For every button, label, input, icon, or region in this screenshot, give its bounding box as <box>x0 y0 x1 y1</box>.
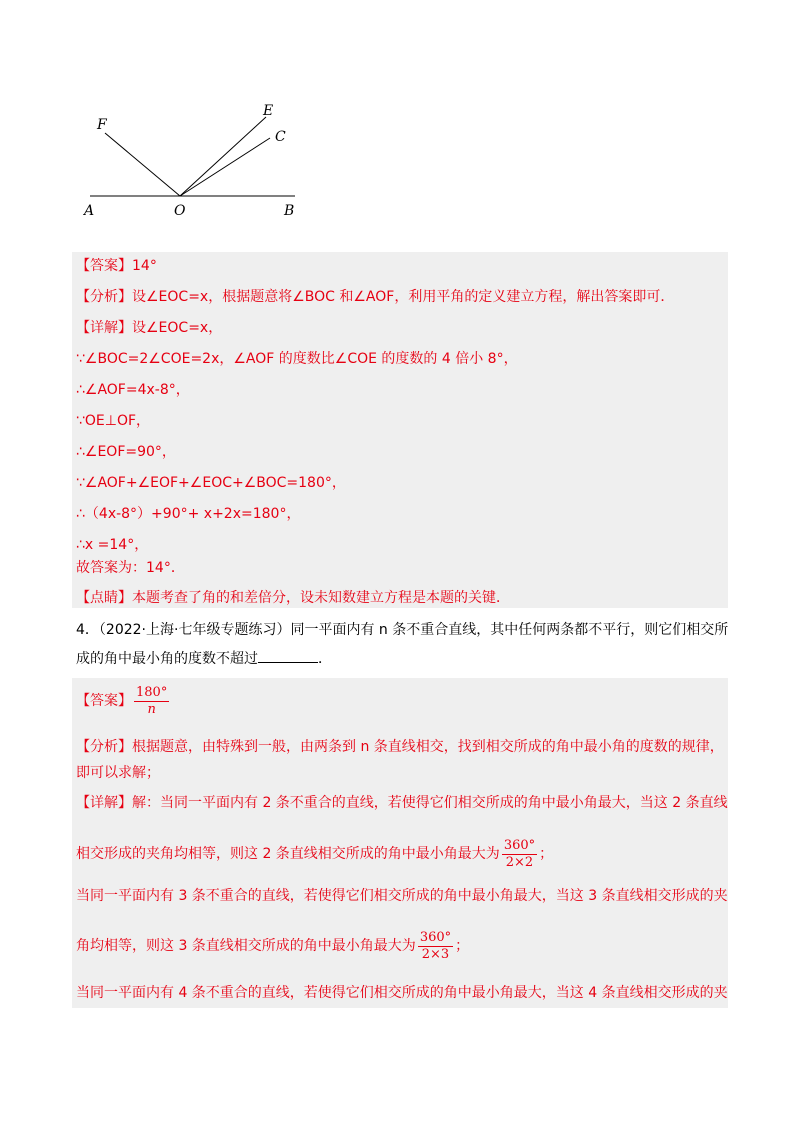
fraction-numerator: 360° <box>419 929 452 945</box>
detail-text: 设∠EOC=x， <box>132 320 223 336</box>
fraction-denominator: 2×3 <box>421 946 450 962</box>
ray-oc <box>180 138 270 196</box>
q3-point <box>76 588 510 608</box>
q3-step-2: ∴∠AOF=4x-8°， <box>76 382 190 398</box>
fraction-end: ； <box>455 938 470 954</box>
answer-blank <box>258 648 318 663</box>
analysis-tag: 【分析】 <box>76 739 132 755</box>
q3-step-8: 故答案为：14°． <box>76 560 185 576</box>
label-e: E <box>263 103 274 119</box>
answer-value: 14° <box>132 258 157 274</box>
label-o: O <box>174 203 186 219</box>
detail-text-4: 角均相等，则这 3 条直线相交所成的角中最小角最大为 <box>76 938 416 954</box>
fraction-360-over-2x2 <box>502 838 537 871</box>
answer-tag: 【答案】 <box>76 693 132 709</box>
label-b: B <box>284 203 295 219</box>
q4-analysis-1 <box>76 737 724 757</box>
q4-detail-4 <box>76 928 469 964</box>
fraction-denominator: n <box>147 701 156 717</box>
q4-detail-1 <box>76 793 728 813</box>
question-number: 4． <box>76 622 99 638</box>
point-tag: 【点睛】 <box>76 590 132 606</box>
q3-answer <box>76 256 157 276</box>
stem-end: ． <box>318 651 332 667</box>
detail-text-1: 解：当同一平面内有 2 条不重合的直线，若使得它们相交所成的角中最小角最大，当这 2 条直线 <box>132 795 728 811</box>
stem-text-1: （2022·上海·七年级专题练习）同一平面内有 n 条不重合直线，其中任何两条都不平行，则它们相交所 <box>98 622 729 638</box>
label-a: A <box>84 203 95 219</box>
detail-tag: 【详解】 <box>76 795 132 811</box>
fraction-end: ； <box>539 846 554 862</box>
point-text: 本题考查了角的和差倍分，设未知数建立方程是本题的关键． <box>132 590 510 606</box>
detail-text-2: 相交形成的夹角均相等，则这 2 条直线相交所成的角中最小角最大为 <box>76 846 500 862</box>
q3-detail <box>76 318 222 338</box>
label-c: C <box>275 129 286 145</box>
q4-detail-2 <box>76 836 553 872</box>
q3-step-7: ∴x =14°， <box>76 537 149 553</box>
fraction-denominator: 2×2 <box>505 854 534 870</box>
angle-figure <box>70 95 330 225</box>
answer-fraction <box>134 685 169 718</box>
fraction-360-over-2x3 <box>418 930 453 963</box>
q4-analysis-2: 即可以求解； <box>76 765 160 781</box>
analysis-text: 设∠EOC=x，根据题意将∠BOC 和∠AOF，利用平角的定义建立方程，解出答案即可． <box>132 289 675 305</box>
q3-step-4: ∴∠EOF=90°， <box>76 444 176 460</box>
ray-oe <box>180 117 266 196</box>
q3-analysis <box>76 287 674 307</box>
label-f: F <box>97 117 107 133</box>
q3-step-3: ∵OE⊥OF， <box>76 413 151 429</box>
q4-answer <box>76 684 171 718</box>
q4-detail-3: 当同一平面内有 3 条不重合的直线，若使得它们相交所成的角中最小角最大，当这 3 条直线相交形成的夹 <box>76 888 728 904</box>
fraction-numerator: 180° <box>136 684 168 700</box>
q3-step-5: ∵∠AOF+∠EOF+∠EOC+∠BOC=180°， <box>76 475 346 491</box>
answer-tag: 【答案】 <box>76 258 132 274</box>
q4-stem-line-1 <box>76 620 728 640</box>
stem-text-2: 成的角中最小角的度数不超过 <box>76 651 258 667</box>
q4-detail-5: 当同一平面内有 4 条不重合的直线，若使得它们相交所成的角中最小角最大，当这 4 条直线相交形成的夹 <box>76 985 728 1001</box>
q3-step-1: ∵∠BOC=2∠COE=2x，∠AOF 的度数比∠COE 的度数的 4 倍小 8°， <box>76 351 518 367</box>
ray-of <box>105 133 180 196</box>
analysis-text-1: 根据题意，由特殊到一般，由两条到 n 条直线相交，找到相交所成的角中最小角的度数的规律， <box>132 739 724 755</box>
q4-stem-line-2 <box>76 648 332 669</box>
q3-step-6: ∴（4x-8°）+90°+ x+2x=180°， <box>76 506 301 522</box>
detail-tag: 【详解】 <box>76 320 132 336</box>
analysis-tag: 【分析】 <box>76 289 132 305</box>
fraction-numerator: 360° <box>503 837 536 853</box>
